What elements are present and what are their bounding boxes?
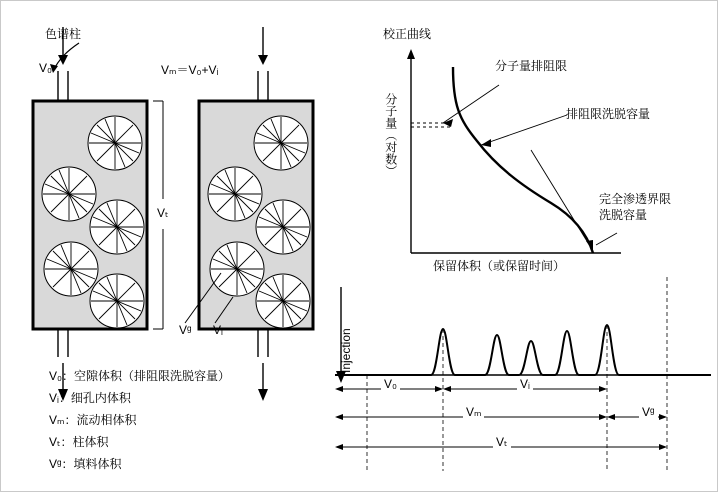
left-column-v0-label: V₀ [39,61,52,75]
annotation-permeation-limit-line2: 洗脱容量 [599,208,648,222]
legend-item-vm: Vₘ：流动相体积 [49,413,137,427]
legend-item-vg: Vᵍ：填料体积 [49,457,122,471]
right-column-inlet [249,25,279,103]
legend-item-vi: Vᵢ：细孔内体积 [49,391,131,405]
calibration-plot [381,45,711,270]
left-column-inlet [49,25,79,103]
right-column-vg-label: Vᵍ [179,323,192,337]
right-column-vm-label: Vₘ＝V₀+Vᵢ [161,63,219,77]
span-label-vm: Vₘ [463,405,484,420]
label-column-title: 色谱柱 [45,27,82,41]
calibration-title: 校正曲线 [383,27,432,41]
injection-label: Injection [339,328,353,373]
span-label-vt: Vₜ [493,435,511,450]
annotation-exclusion-elution: 排阻限洗脱容量 [566,107,651,121]
legend-item-v0: V₀：空隙体积（排阻限洗脱容量） [49,369,230,383]
span-label-v0: V₀ [381,377,400,392]
span-label-vg: Vᵍ [639,405,658,420]
left-column-vt-label: Vₜ [157,206,169,220]
right-column-pointers [177,251,247,331]
span-label-vi: Vᵢ [517,377,533,392]
right-column-outlet [249,329,279,407]
annotation-permeation-limit-line1: 完全渗透界限 [599,192,672,206]
left-column-body [31,99,149,331]
annotation-exclusion-limit: 分子量排阻限 [495,59,568,73]
legend-item-vt: Vₜ：柱体积 [49,435,109,449]
calibration-y-axis-label: 分子量（对数） [383,93,398,177]
right-column-vi-label: Vᵢ [213,323,223,337]
legend-list [49,367,230,477]
calibration-x-axis-label: 保留体积（或保留时间） [433,259,566,273]
